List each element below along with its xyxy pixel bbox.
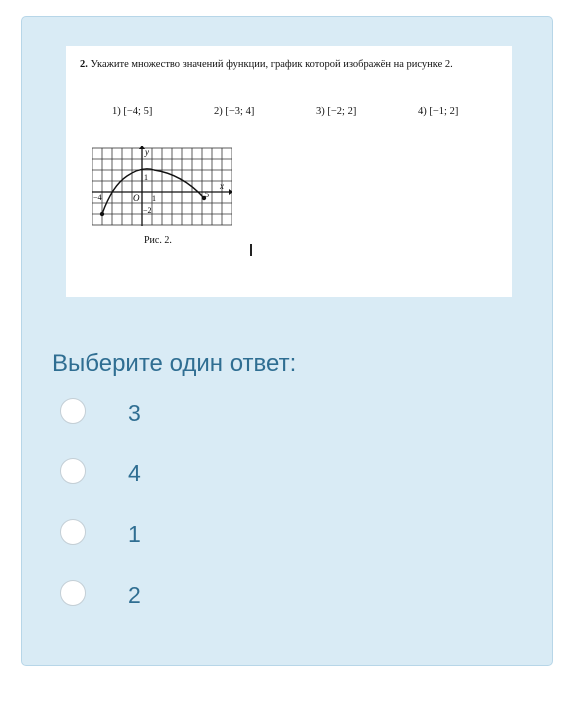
answer-option-1[interactable] [60,398,360,430]
text-cursor-mark [250,244,252,256]
choice-1: 1) [−4; 5] [112,106,153,117]
answer-option-2[interactable] [60,458,360,490]
function-graph [92,146,232,228]
radio-button[interactable] [60,458,86,484]
y-axis-label: y [145,147,149,157]
figure-caption: Рис. 2. [144,235,172,246]
question-number: 2. [80,59,88,70]
answer-label[interactable]: 2 [128,582,141,608]
radio-button[interactable] [60,398,86,424]
x-tick-label-1: 1 [152,194,156,203]
curve-start-point [100,212,104,216]
x-min-label: −4 [93,193,102,202]
question-text [80,59,500,71]
question-image [66,46,512,297]
answer-prompt: Выберите один ответ: [52,350,297,377]
question-statement: Укажите множество значений функции, график которой изображён на рисунке 2. [90,59,453,70]
question-choices [66,106,512,120]
x-max-label: 5 [205,190,209,199]
x-axis-label: x [220,181,224,191]
radio-button[interactable] [60,580,86,606]
answer-option-4[interactable] [60,580,360,612]
y-tick-label-1: 1 [144,173,148,182]
y-tick-label-minus-2: −2 [143,206,152,215]
choice-2: 2) [−3; 4] [214,106,255,117]
radio-button[interactable] [60,519,86,545]
choice-4: 4) [−1; 2] [418,106,459,117]
answer-label[interactable]: 1 [128,521,141,547]
answer-label[interactable]: 4 [128,460,141,486]
answer-label[interactable]: 3 [128,400,141,426]
origin-label: O [133,193,140,203]
graph-grid [92,148,232,225]
answer-option-3[interactable] [60,519,360,551]
x-axis-arrow [229,189,232,195]
question-card [21,16,553,666]
choice-3: 3) [−2; 2] [316,106,357,117]
